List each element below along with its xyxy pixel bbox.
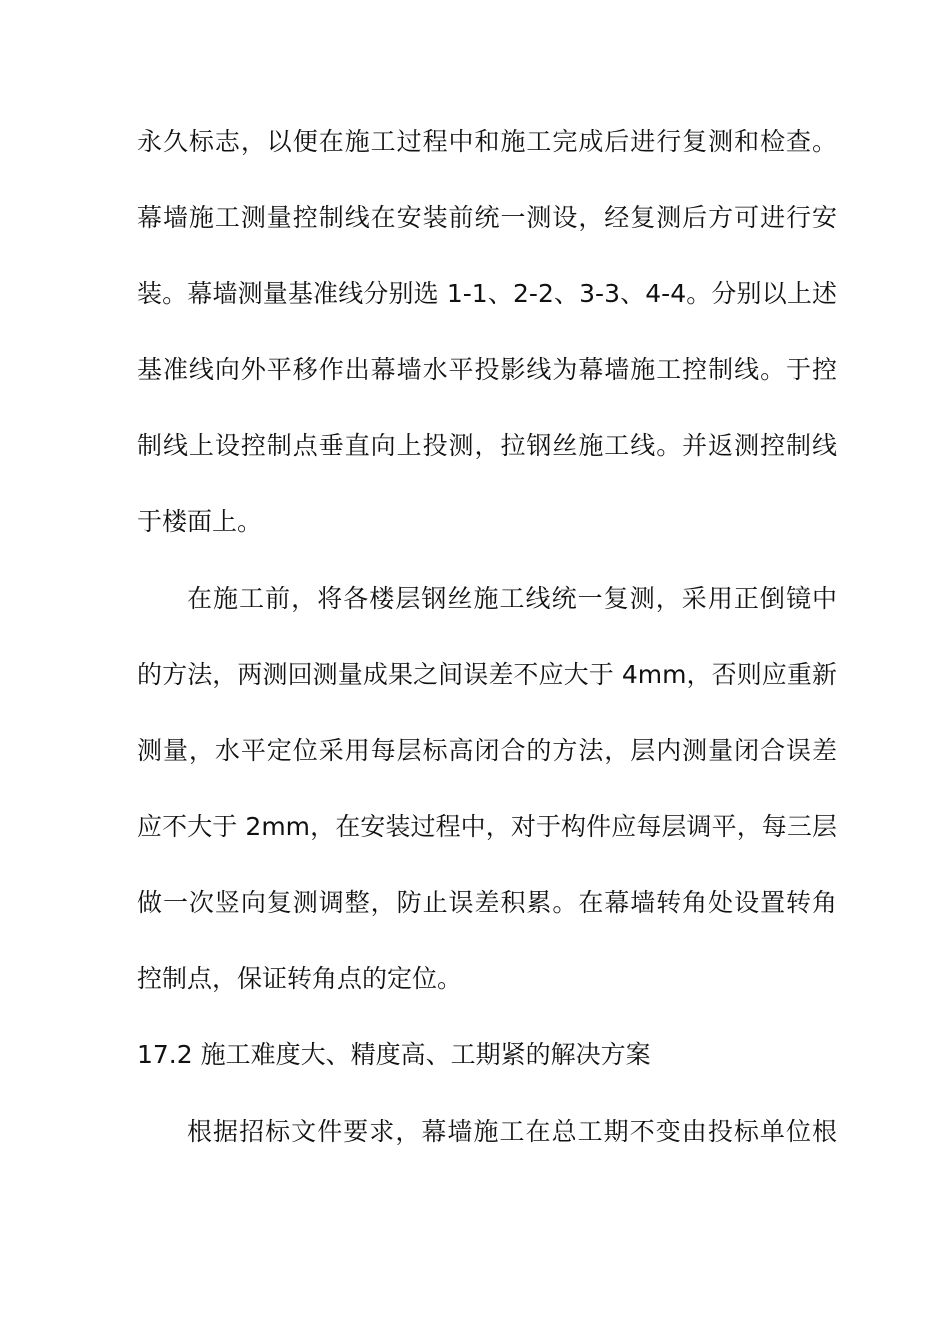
paragraph-line: 幕墙施工测量控制线在安装前统一测设，经复测后方可进行安 <box>137 203 837 232</box>
paragraph-line: 测量，水平定位采用每层标高闭合的方法，层内测量闭合误差 <box>137 736 837 765</box>
paragraph-line: 做一次竖向复测调整，防止误差积累。在幕墙转角处设置转角 <box>137 888 837 917</box>
paragraph-line: 的方法，两测回测量成果之间误差不应大于 4mm，否则应重新 <box>137 660 837 689</box>
paragraph-line: 控制点，保证转角点的定位。 <box>137 964 463 993</box>
paragraph-line: 在施工前，将各楼层钢丝施工线统一复测，采用正倒镜中 <box>187 584 837 613</box>
paragraph-line: 应不大于 2mm，在安装过程中，对于构件应每层调平，每三层 <box>137 812 837 841</box>
paragraph-line: 永久标志，以便在施工过程中和施工完成后进行复测和检查。 <box>137 127 837 156</box>
paragraph-line: 装。幕墙测量基准线分别选 1-1、2-2、3-3、4-4。分别以上述 <box>137 279 837 308</box>
paragraph-line: 根据招标文件要求，幕墙施工在总工期不变由投标单位根 <box>187 1117 837 1146</box>
section-heading: 17.2 施工难度大、精度高、工期紧的解决方案 <box>137 1040 651 1069</box>
paragraph-line: 制线上设控制点垂直向上投测，拉钢丝施工线。并返测控制线 <box>137 431 837 460</box>
paragraph-line: 基准线向外平移作出幕墙水平投影线为幕墙施工控制线。于控 <box>137 355 837 384</box>
paragraph-line: 于楼面上。 <box>137 507 263 536</box>
